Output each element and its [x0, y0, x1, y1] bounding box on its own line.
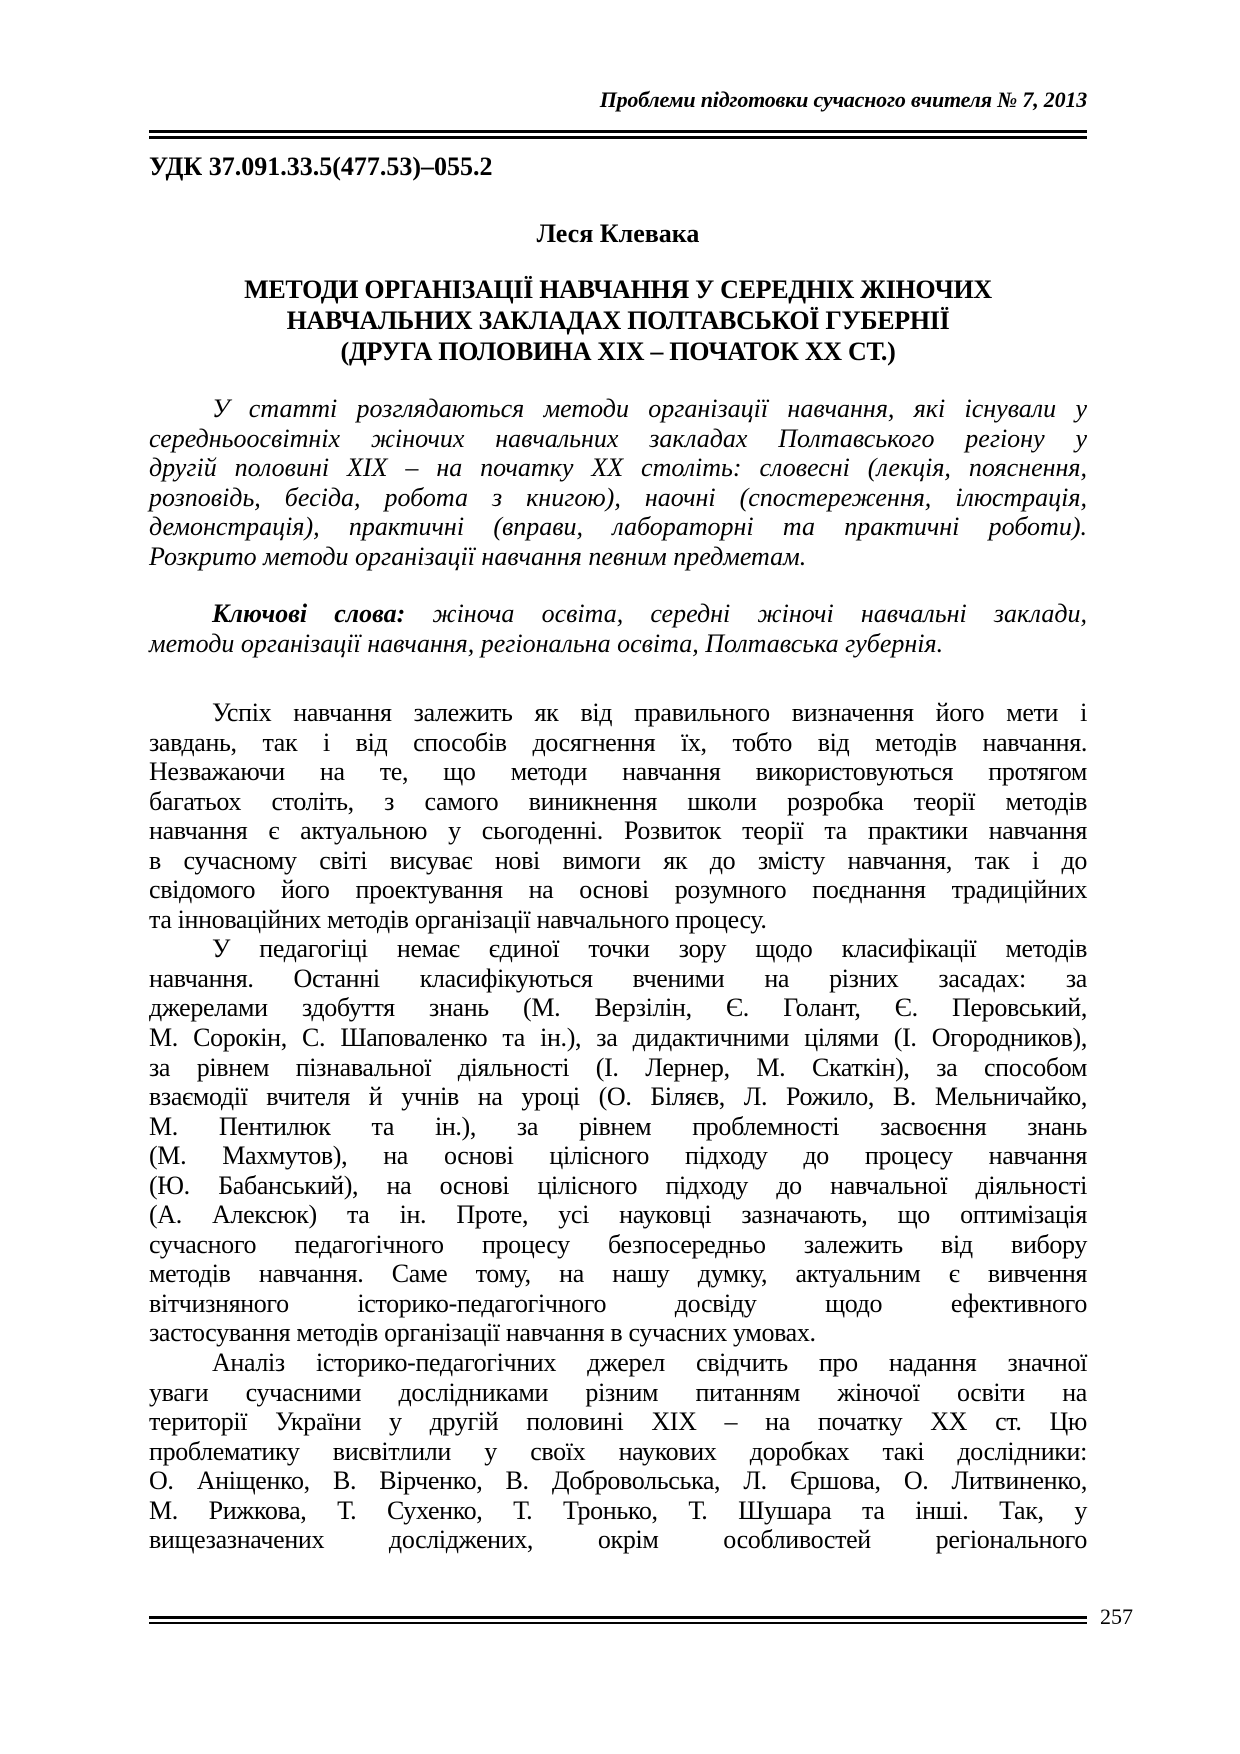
title-line: МЕТОДИ ОРГАНІЗАЦІЇ НАВЧАННЯ У СЕРЕДНІХ ЖІНОЧИХ	[244, 275, 992, 304]
body-line: багатьох століть, з самого виникнення школи розробка теорії методів	[149, 786, 1087, 816]
body-line: застосування методів організації навчання в сучасних умовах.	[149, 1318, 816, 1348]
keywords	[149, 599, 1087, 658]
abstract	[149, 394, 1087, 572]
body-line: території України у другій половині ХІХ – на початку ХХ ст. Цю	[149, 1407, 1087, 1437]
keywords-label: Ключові слова:	[212, 599, 406, 628]
running-head: Проблеми підготовки сучасного вчителя № 7, 2013	[599, 87, 1087, 112]
article-title	[149, 274, 1087, 367]
abstract-line: середньоосвітніх жіночих навчальних закладах Полтавського регіону у	[149, 423, 1087, 453]
header-rule-thick	[149, 136, 1087, 139]
body-line: сучасного педагогічного процесу безпосередньо залежить від вибору	[149, 1229, 1087, 1259]
header-rule-thin	[149, 130, 1087, 133]
body-line: Незважаючи на те, що методи навчання використовуються протягом	[149, 757, 1087, 787]
body-line: (М. Махмутов), на основі цілісного підходу до процесу навчання	[149, 1141, 1087, 1171]
title-line: (ДРУГА ПОЛОВИНА ХІХ – ПОЧАТОК ХХ СТ.)	[340, 337, 896, 366]
abstract-line: У статті розглядаються методи організації навчання, які існували у	[212, 394, 1087, 423]
body-line: У педагогіці немає єдиної точки зору щодо класифікації методів	[212, 934, 1087, 964]
body-line: навчання є актуальною у сьогоденні. Розвиток теорії та практики навчання	[149, 816, 1087, 846]
body-line: проблематику висвітлили у своїх наукових доробках такі дослідники:	[149, 1436, 1087, 1466]
author-name: Леся Клевака	[536, 219, 700, 248]
body-line: (А. Алексюк) та ін. Проте, усі науковці зазначають, що оптимізація	[149, 1200, 1087, 1230]
body-line: взаємодії вчителя й учнів на уроці (О. Біляєв, Л. Рожило, В. Мельничайко,	[149, 1082, 1087, 1112]
abstract-line: демонстрація), практичні (вправи, лабораторні та практичні роботи).	[149, 512, 1087, 542]
footer-rule-thick	[149, 1616, 1087, 1619]
body-line: вітчизняного історико-педагогічного досвіду щодо ефективного	[149, 1288, 1087, 1318]
body-line: М. Сорокін, С. Шаповаленко та ін.), за дидактичними цілями (І. Огородников),	[149, 1023, 1087, 1053]
abstract-line: розповідь, бесіда, робота з книгою), наочні (спостереження, ілюстрація,	[149, 482, 1087, 512]
body-line: за рівнем пізнавальної діяльності (І. Лернер, М. Скаткін), за способом	[149, 1052, 1087, 1082]
keywords-text: жіноча освіта, середні жіночі навчальні заклади,	[405, 599, 1087, 628]
body-line: М. Пентилюк та ін.), за рівнем проблемності засвоєння знань	[149, 1111, 1087, 1141]
keywords-line: методи організації навчання, регіональна освіта, Полтавська губернія.	[149, 628, 944, 658]
body-line: Аналіз історико-педагогічних джерел свідчить про надання значної	[212, 1348, 1087, 1378]
article-body	[149, 698, 1087, 1555]
page-number: 257	[1100, 1604, 1133, 1629]
footer-rule-thin	[149, 1622, 1087, 1624]
body-line: свідомого його проектування на основі розумного поєднання традиційних	[149, 875, 1087, 905]
body-line: в сучасному світі висуває нові вимоги як до змісту навчання, так і до	[149, 845, 1087, 875]
body-line: О. Аніщенко, В. Вірченко, В. Добровольська, Л. Єршова, О. Литвиненко,	[149, 1466, 1087, 1496]
body-line: уваги сучасними дослідниками різним питанням жіночої освіти на	[149, 1377, 1087, 1407]
body-line: навчання. Останні класифікуються вченими на різних засадах: за	[149, 963, 1087, 993]
abstract-line: Розкрито методи організації навчання певним предметам.	[149, 541, 807, 571]
body-line: джерелами здобуття знань (М. Верзілін, Є. Голант, Є. Перовський,	[149, 993, 1087, 1023]
udk-code: УДК 37.091.33.5(477.53)–055.2	[149, 152, 493, 181]
keywords-line	[149, 599, 1087, 629]
body-line: (Ю. Бабанський), на основі цілісного підходу до навчальної діяльності	[149, 1170, 1087, 1200]
body-line: вищезазначених досліджених, окрім особливостей регіонального	[149, 1525, 1087, 1555]
abstract-line: другій половині ХІХ – на початку ХХ століть: словесні (лекція, пояснення,	[149, 453, 1087, 483]
body-line: Успіх навчання залежить як від правильного визначення його мети і	[212, 698, 1087, 727]
body-line: методів навчання. Саме тому, на нашу думку, актуальним є вивчення	[149, 1259, 1087, 1289]
title-line: НАВЧАЛЬНИХ ЗАКЛАДАХ ПОЛТАВСЬКОЇ ГУБЕРНІЇ	[286, 306, 950, 335]
body-line: та інноваційних методів організації навчального процесу.	[149, 904, 767, 934]
body-line: М. Рижкова, Т. Сухенко, Т. Тронько, Т. Шушара та інші. Так, у	[149, 1495, 1087, 1525]
body-line: завдань, так і від способів досягнення їх, тобто від методів навчання.	[149, 727, 1087, 757]
